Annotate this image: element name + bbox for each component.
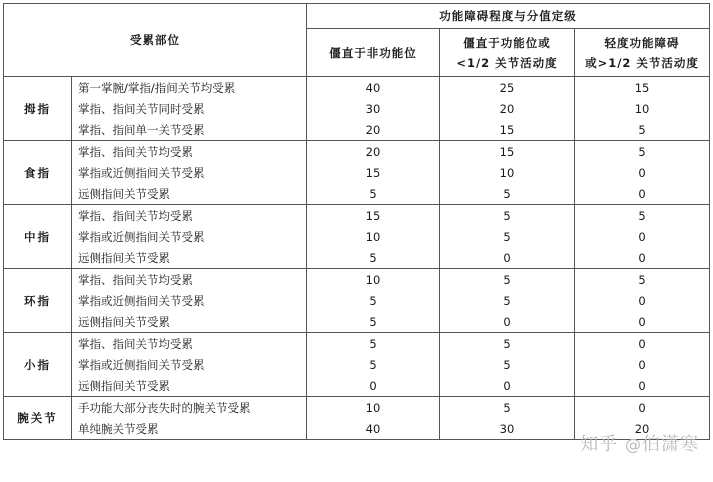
body-part-cell: 中指 (4, 205, 72, 269)
watermark (580, 430, 699, 456)
score-v2: 0 (440, 311, 575, 333)
score-v2: 5 (440, 269, 575, 291)
table-row (4, 141, 710, 163)
header-col2-line2: <1/2 关节活动度 (456, 55, 558, 70)
disability-grading-table (3, 3, 710, 440)
score-v2: 0 (440, 247, 575, 269)
header-degree: 功能障碍程度与分值定级 (307, 4, 710, 29)
joint-description: 掌指或近侧指间关节受累 (72, 226, 307, 247)
header-col3 (575, 29, 710, 77)
joint-description: 远侧指间关节受累 (72, 375, 307, 397)
table-row (4, 269, 710, 291)
score-v1: 5 (307, 183, 440, 205)
header-col3-line1: 轻度功能障碍 (604, 35, 680, 50)
score-v1: 5 (307, 333, 440, 355)
score-v3: 5 (575, 269, 710, 291)
score-v2: 5 (440, 226, 575, 247)
score-v1: 5 (307, 247, 440, 269)
table-row (4, 226, 710, 247)
score-v1: 30 (307, 98, 440, 119)
body-part-cell: 小指 (4, 333, 72, 397)
joint-description: 掌指、指间关节同时受累 (72, 98, 307, 119)
score-v2: 5 (440, 333, 575, 355)
score-v3: 0 (575, 247, 710, 269)
joint-description: 掌指、指间关节均受累 (72, 333, 307, 355)
score-v3: 0 (575, 333, 710, 355)
score-v1: 40 (307, 418, 440, 440)
body-part-cell: 腕关节 (4, 397, 72, 440)
score-v3: 0 (575, 354, 710, 375)
score-v1: 5 (307, 354, 440, 375)
score-v1: 40 (307, 77, 440, 99)
score-v2: 10 (440, 162, 575, 183)
score-v2: 15 (440, 119, 575, 141)
table-row (4, 77, 710, 99)
score-v3: 0 (575, 290, 710, 311)
joint-description: 掌指、指间关节均受累 (72, 269, 307, 291)
joint-description: 远侧指间关节受累 (72, 247, 307, 269)
joint-description: 远侧指间关节受累 (72, 183, 307, 205)
table-row (4, 162, 710, 183)
score-v3: 0 (575, 397, 710, 419)
score-v3: 5 (575, 119, 710, 141)
score-v2: 15 (440, 141, 575, 163)
score-v2: 5 (440, 290, 575, 311)
score-v2: 5 (440, 183, 575, 205)
header-col2-line1: 僵直于功能位或 (463, 35, 551, 50)
score-v2: 30 (440, 418, 575, 440)
score-v3: 15 (575, 77, 710, 99)
score-v1: 10 (307, 397, 440, 419)
joint-description: 掌指或近侧指间关节受累 (72, 290, 307, 311)
table-container (3, 3, 709, 479)
score-v1: 15 (307, 205, 440, 227)
score-v2: 25 (440, 77, 575, 99)
watermark-at: @ (625, 435, 642, 454)
score-v3: 0 (575, 183, 710, 205)
table-body (4, 77, 710, 440)
table-row (4, 119, 710, 141)
table-row (4, 290, 710, 311)
joint-description: 掌指、指间关节均受累 (72, 141, 307, 163)
score-v2: 5 (440, 397, 575, 419)
watermark-site: 知乎 (580, 434, 619, 455)
score-v2: 20 (440, 98, 575, 119)
header-col2 (440, 29, 575, 77)
header-col1: 僵直于非功能位 (307, 29, 440, 77)
score-v2: 5 (440, 354, 575, 375)
score-v1: 5 (307, 311, 440, 333)
score-v3: 10 (575, 98, 710, 119)
joint-description: 掌指、指间单一关节受累 (72, 119, 307, 141)
score-v3: 20 (575, 418, 710, 440)
header-col3-line2: 或>1/2 关节活动度 (585, 55, 699, 70)
body-part-cell: 环指 (4, 269, 72, 333)
watermark-user: 伯潇寒 (642, 434, 699, 455)
score-v2: 0 (440, 375, 575, 397)
table-row (4, 311, 710, 333)
joint-description: 掌指或近侧指间关节受累 (72, 354, 307, 375)
body-part-cell: 食指 (4, 141, 72, 205)
score-v3: 5 (575, 205, 710, 227)
score-v3: 0 (575, 226, 710, 247)
table-row (4, 247, 710, 269)
score-v3: 5 (575, 141, 710, 163)
table-row (4, 397, 710, 419)
score-v1: 20 (307, 119, 440, 141)
table-row (4, 354, 710, 375)
table-row (4, 333, 710, 355)
joint-description: 单纯腕关节受累 (72, 418, 307, 440)
score-v1: 5 (307, 290, 440, 311)
joint-description: 掌指、指间关节均受累 (72, 205, 307, 227)
table-row (4, 183, 710, 205)
joint-description: 第一掌腕/掌指/指间关节均受累 (72, 77, 307, 99)
score-v1: 10 (307, 269, 440, 291)
joint-description: 手功能大部分丧失时的腕关节受累 (72, 397, 307, 419)
score-v3: 0 (575, 375, 710, 397)
joint-description: 掌指或近侧指间关节受累 (72, 162, 307, 183)
table-row (4, 98, 710, 119)
score-v1: 0 (307, 375, 440, 397)
table-row (4, 205, 710, 227)
score-v1: 10 (307, 226, 440, 247)
joint-description: 远侧指间关节受累 (72, 311, 307, 333)
score-v3: 0 (575, 311, 710, 333)
table-row (4, 375, 710, 397)
score-v1: 15 (307, 162, 440, 183)
score-v3: 0 (575, 162, 710, 183)
body-part-cell: 拇指 (4, 77, 72, 141)
score-v1: 20 (307, 141, 440, 163)
header-part: 受累部位 (4, 4, 307, 77)
score-v2: 5 (440, 205, 575, 227)
